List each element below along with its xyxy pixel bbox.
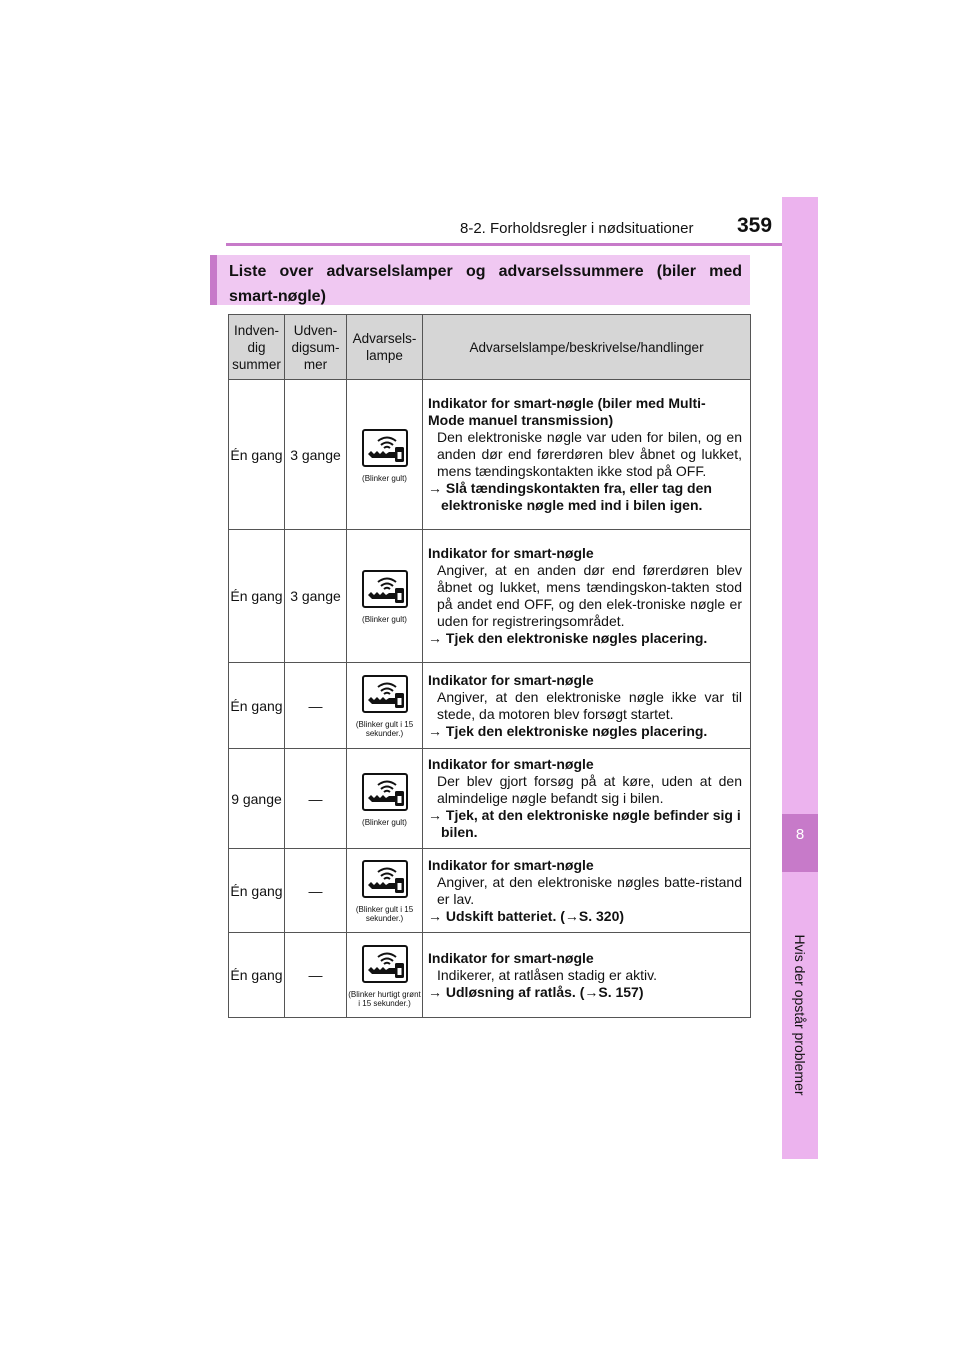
indicator-action: → Slå tændingskontakten fra, eller tag den elektroniske nøgle med ind i bilen igen. [428, 480, 712, 513]
indicator-description: Der blev gjort forsøg på at køre, uden at den almindelige nøgle befandt sig i bilen. [437, 773, 742, 806]
indicator-title: Indikator for smart-nøgle (biler med Multi-Mode manuel transmission) [428, 395, 706, 428]
table-row [229, 530, 751, 663]
table-header-row [229, 315, 751, 380]
outside-buzzer-cell: — [285, 663, 347, 749]
outside-buzzer-cell: — [285, 749, 347, 849]
description-cell [423, 380, 751, 530]
indicator-description: Den elektroniske nøgle var uden for bilen, og en anden dør end førerdøren blev åbnet og lukket, mens tændingskontakten ikke stod på OFF. [437, 429, 742, 479]
inside-buzzer-cell: Én gang [229, 380, 285, 530]
section-title: 8-2. Forholdsregler i nødsituationer [460, 220, 694, 237]
indicator-title: Indikator for smart-nøgle [428, 545, 594, 561]
table-row [229, 849, 751, 933]
indicator-description: Angiver, at en anden dør end førerdøren blev åbnet og lukket, mens tændingskon-takten stod på andet end OFF, og den elek-troniske nøgle er uden for registreringsområdet. [437, 562, 742, 629]
indicator-description: Angiver, at den elektroniske nøgle ikke var til stede, da motoren blev forsøgt startet. [437, 688, 742, 722]
chapter-title: Hvis der opstår problemer [792, 934, 808, 1096]
table-row [229, 933, 751, 1018]
inside-buzzer-cell: Én gang [229, 849, 285, 933]
outside-buzzer-cell: 3 gange [285, 380, 347, 530]
outside-buzzer-cell: 3 gange [285, 530, 347, 663]
lamp-note: (Blinker gult) [362, 615, 407, 624]
indicator-title: Indikator for smart-nøgle [428, 671, 594, 688]
outside-buzzer-cell: — [285, 933, 347, 1018]
indicator-action: → Udløsning af ratlås. (→S. 157) [428, 983, 644, 1000]
description-cell [423, 663, 751, 749]
chapter-number: 8 [795, 826, 805, 843]
indicator-title: Indikator for smart-nøgle [428, 756, 594, 772]
outside-buzzer-cell: — [285, 849, 347, 933]
indicator-description: Indikerer, at ratlåsen stadig er aktiv. [437, 966, 657, 983]
lamp-note: (Blinker hurtigt grønt i 15 sekunder.) [348, 989, 421, 1008]
indicator-action: → Udskift batteriet. (→S. 320) [428, 907, 625, 924]
header-inside-buzzer: Indven-dig summer [229, 315, 285, 380]
lamp-note: (Blinker gult i 15 sekunder.) [355, 720, 414, 738]
lamp-note: (Blinker gult i 15 sekunder.) [355, 905, 414, 923]
smart-key-warning-icon [362, 860, 408, 898]
description-cell [423, 933, 751, 1018]
inside-buzzer-cell: Én gang [229, 530, 285, 663]
table-row [229, 380, 751, 530]
lamp-cell [347, 749, 423, 849]
lamp-cell [347, 933, 423, 1018]
lamp-cell [347, 663, 423, 749]
smart-key-warning-icon [362, 570, 408, 608]
smart-key-warning-icon [362, 429, 408, 467]
lamp-cell [347, 380, 423, 530]
smart-key-warning-icon [362, 675, 408, 713]
header-rule [226, 243, 818, 246]
description-cell [423, 749, 751, 849]
description-cell [423, 849, 751, 933]
indicator-title: Indikator for smart-nøgle [428, 949, 594, 966]
indicator-title: Indikator for smart-nøgle [428, 856, 594, 873]
header-description: Advarselslampe/beskrivelse/handlinger [423, 315, 751, 380]
header-outside-buzzer: Udven-digsum-mer [285, 315, 347, 380]
inside-buzzer-cell: 9 gange [229, 749, 285, 849]
indicator-action: → Tjek den elektroniske nøgles placering. [428, 630, 708, 646]
table-row [229, 663, 751, 749]
lamp-note: (Blinker gult) [362, 817, 407, 827]
table-row [229, 749, 751, 849]
page-number: 359 [737, 214, 773, 237]
description-cell [423, 530, 751, 663]
inside-buzzer-cell: Én gang [229, 663, 285, 749]
header-warning-lamp: Advarsels-lampe [347, 315, 423, 380]
box-title: Liste over advarselslamper og advarselssummere (biler med smart-nøgle) [210, 255, 750, 305]
smart-key-warning-icon [362, 773, 408, 811]
indicator-action: → Tjek, at den elektroniske nøgle befinder sig i bilen. [428, 807, 741, 840]
lamp-cell [347, 530, 423, 663]
indicator-action: → Tjek den elektroniske nøgles placering. [428, 722, 708, 739]
warning-table [228, 314, 751, 1018]
lamp-cell [347, 849, 423, 933]
inside-buzzer-cell: Én gang [229, 933, 285, 1018]
lamp-note: (Blinker gult) [362, 473, 407, 483]
chapter-number-tab[interactable] [782, 814, 818, 872]
indicator-description: Angiver, at den elektroniske nøgles batte-ristand er lav. [437, 873, 742, 907]
smart-key-warning-icon [362, 945, 408, 983]
